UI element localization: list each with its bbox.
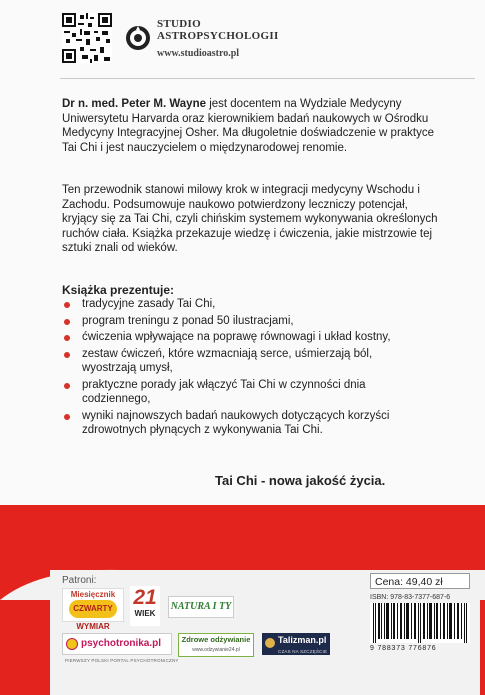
czwarty-wymiar-name: CZWARTY WYMIAR [69,600,117,618]
21-wiek-label: WIEK [134,609,156,618]
bullet-icon [64,302,70,308]
slogan: Tai Chi - nowa jakość życia. [215,473,386,488]
zdrowe-odzywianie-name: Zdrowe odżywianie [181,635,251,644]
bullet-icon [64,319,70,325]
21-wiek-logo [130,586,160,626]
psychotronika-logo [62,633,172,655]
list-item-text: program treningu z ponad 50 ilustracjami, [82,314,294,327]
author-bio-text: jest docentem na Wydziale Medycyny Uniwersytetu Harvarda oraz kierownikiem badań naukowych w Ośrodku Medycyny Integracyjnej Osher. Ma długoletnie doświadczenie w praktyce Tai Chi i jest nauczycielem o międzynarodowej renomie. [62,98,435,154]
publisher-name-line1: STUDIO [157,18,201,30]
21-wiek-number: 21 [133,586,157,609]
psychotronika-tagline: PIERWSZY POLSKI PORTAL PSYCHOTRONICZNY [65,658,179,663]
list-item [62,297,427,312]
features-heading: Książka prezentuje: [62,283,175,297]
list-item [62,330,427,345]
publisher-url: www.studioastro.pl [157,48,240,59]
natura-i-ty-logo: NATURA I TY [168,596,234,618]
psychotronika-icon [66,638,78,650]
patrons-label: Patroni: [62,575,97,586]
author-bio [62,97,442,155]
talizman-logo [262,633,330,655]
publisher-name [157,18,279,59]
isbn: ISBN: 978-83-7377-687-6 [370,594,451,601]
talizman-tagline: CZAS NA SZCZĘŚCIE [278,649,328,654]
talizman-name: Talizman.pl [278,635,327,645]
list-item [62,314,427,329]
author-name: Dr n. med. Peter M. Wayne [62,98,206,110]
list-item-text: zestaw ćwiczeń, które wzmacniają serce, uśmierzają ból, wyostrzają umysł, [82,347,373,374]
list-item [62,409,427,438]
bullet-icon [64,414,70,420]
psychotronika-name: psychotronika.pl [81,638,162,649]
list-item [62,378,427,407]
bullet-icon [64,352,70,358]
barcode-number: 9 788373 776876 [370,645,437,652]
list-item-text: ćwiczenia wpływające na poprawę równowagi i układ kostny, [82,331,391,343]
czwarty-wymiar-logo [62,588,124,631]
miesiecznik-label: Miesięcznik [70,590,116,599]
studio-astropsychologii-logo-icon [125,25,151,51]
book-description: Ten przewodnik stanowi milowy krok w integracji medycyny Wschodu i Zachodu. Podsumowuje naukowo potwierdzony leczniczy potencjał, kryjący się za Tai Chi, czyli chińskim systemem wykonywania określonych ruchów ciała. Książka przekazuje wiedzę i ćwiczenia, jakie mistrzowie tej sztuki znali od wieków. [62,184,438,254]
list-item-text: tradycyjne zasady Tai Chi, [82,298,216,310]
list-item [62,347,427,376]
zdrowe-odzywianie-url: www.odzywianie24.pl [192,647,240,653]
bullet-icon [64,383,70,389]
features-list [62,297,427,440]
list-item-text: praktyczne porady jak włączyć Tai Chi w czynności dnia codziennego, [82,378,366,405]
zdrowe-odzywianie-logo [178,633,254,657]
qr-code [62,13,112,63]
talizman-icon [265,638,275,648]
barcode [370,603,470,643]
divider [60,78,475,79]
price-box: Cena: 49,40 zł [370,573,470,589]
list-item-text: wyniki najnowszych badań naukowych dotyczących korzyści zdrowotnych płynących z wykonywania Tai Chi. [82,409,390,436]
bullet-icon [64,335,70,341]
publisher-name-line2: ASTROPSYCHOLOGII [157,30,279,42]
